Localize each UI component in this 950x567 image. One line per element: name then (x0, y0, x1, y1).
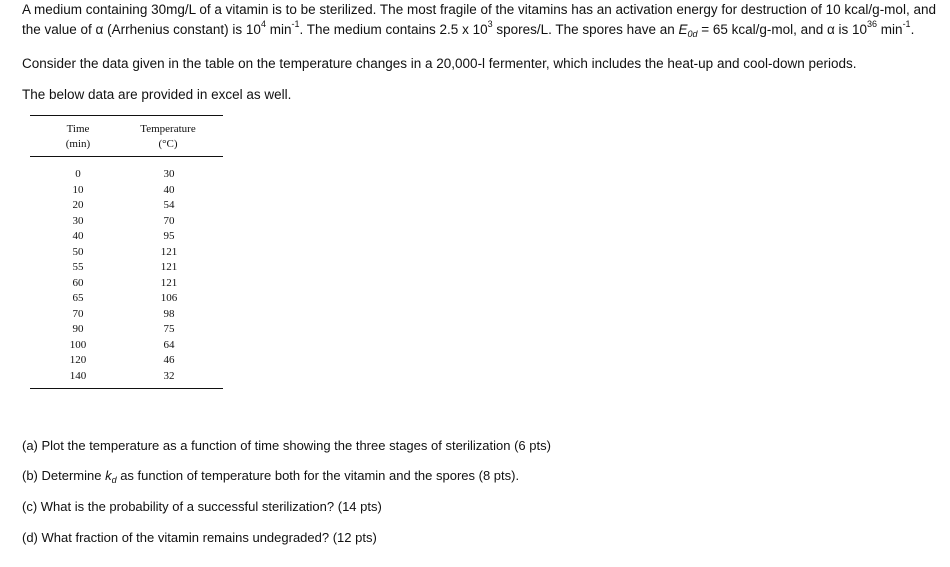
intro-text: min (877, 22, 903, 37)
intro-line-1: A medium containing 30mg/L of a vitamin is to be sterilized. The most fragile of the vitamins has an activation energy for destruction of 10 kcal/g-mol, and (22, 2, 936, 17)
temperature-cell: 32 (163, 369, 175, 382)
exponent: 4 (260, 19, 266, 29)
intro-text: = 65 kcal/g-mol, and α is 10 (697, 22, 868, 37)
table-rule-top (30, 115, 223, 116)
temperature-header (132, 122, 204, 152)
temperature-cell: 121 (160, 261, 178, 273)
intro-text: the value of α (Arrhenius constant) is 10 (22, 22, 261, 37)
time-header-label: Time (66, 123, 90, 135)
time-column (56, 167, 100, 384)
table-rule-bottom (30, 388, 223, 389)
temperature-cell: 70 (163, 214, 175, 227)
time-cell: 30 (72, 214, 84, 227)
table-rule-header (30, 156, 223, 157)
time-header (48, 122, 108, 152)
exponent: 36 (867, 19, 878, 29)
time-cell: 60 (72, 276, 84, 289)
exponent: -1 (291, 19, 300, 29)
rate-constant-symbol: k (105, 468, 112, 483)
time-cell: 70 (72, 307, 84, 320)
time-cell: 20 (72, 199, 84, 211)
temperature-cell: 64 (163, 338, 175, 351)
temperature-header-label: Temperature (140, 123, 196, 135)
context-text: Consider the data given in the table on the temperature changes in a 20,000-l fermenter, which includes the heat-up and cool-down periods. (22, 56, 857, 71)
question-a: (a) Plot the temperature as a function of time showing the three stages of sterilization (6 pts) (22, 438, 551, 453)
subscript: d (111, 475, 117, 485)
question-c: (c) What is the probability of a successful sterilization? (14 pts) (22, 499, 382, 514)
intro-text: . (910, 22, 915, 37)
temperature-cell: 75 (163, 323, 175, 335)
temperature-cell: 40 (163, 183, 175, 196)
time-cell: 120 (69, 354, 87, 366)
time-cell: 10 (72, 183, 84, 196)
time-cell: 0 (75, 168, 81, 180)
temperature-cell: 46 (163, 354, 175, 366)
time-cell: 65 (72, 292, 84, 304)
question-b (22, 468, 519, 483)
temperature-cell: 98 (163, 307, 175, 320)
temperature-cell: 106 (160, 292, 178, 304)
intro-text: . The medium contains 2.5 x 10 (299, 22, 488, 37)
temperature-cell: 30 (163, 168, 175, 180)
intro-text: min (265, 22, 292, 37)
temperature-cell: 121 (160, 276, 178, 289)
time-cell: 140 (69, 369, 87, 382)
activation-energy-symbol: E (678, 22, 688, 37)
subscript: 0d (687, 29, 698, 39)
temperature-cell: 54 (163, 199, 175, 211)
temperature-cell: 95 (163, 230, 175, 242)
time-cell: 55 (72, 261, 84, 273)
time-header-unit: (min) (65, 138, 91, 150)
intro-text: spores/L. The spores have an (492, 22, 679, 37)
question-b-suffix: as function of temperature both for the vitamin and the spores (8 pts). (116, 468, 520, 483)
temperature-cell: 121 (160, 245, 178, 258)
question-d: (d) What fraction of the vitamin remains undegraded? (12 pts) (22, 530, 377, 545)
exponent: -1 (902, 19, 911, 29)
time-cell: 100 (69, 338, 87, 351)
temperature-header-unit: (°C) (158, 138, 178, 150)
excel-note: The below data are provided in excel as well. (22, 87, 292, 102)
temperature-column (145, 167, 193, 384)
question-b-prefix: (b) Determine (22, 468, 106, 483)
time-cell: 90 (72, 323, 84, 335)
exponent: 3 (487, 19, 493, 29)
intro-line-2 (22, 19, 937, 39)
time-cell: 50 (72, 245, 84, 258)
time-cell: 40 (72, 230, 84, 242)
